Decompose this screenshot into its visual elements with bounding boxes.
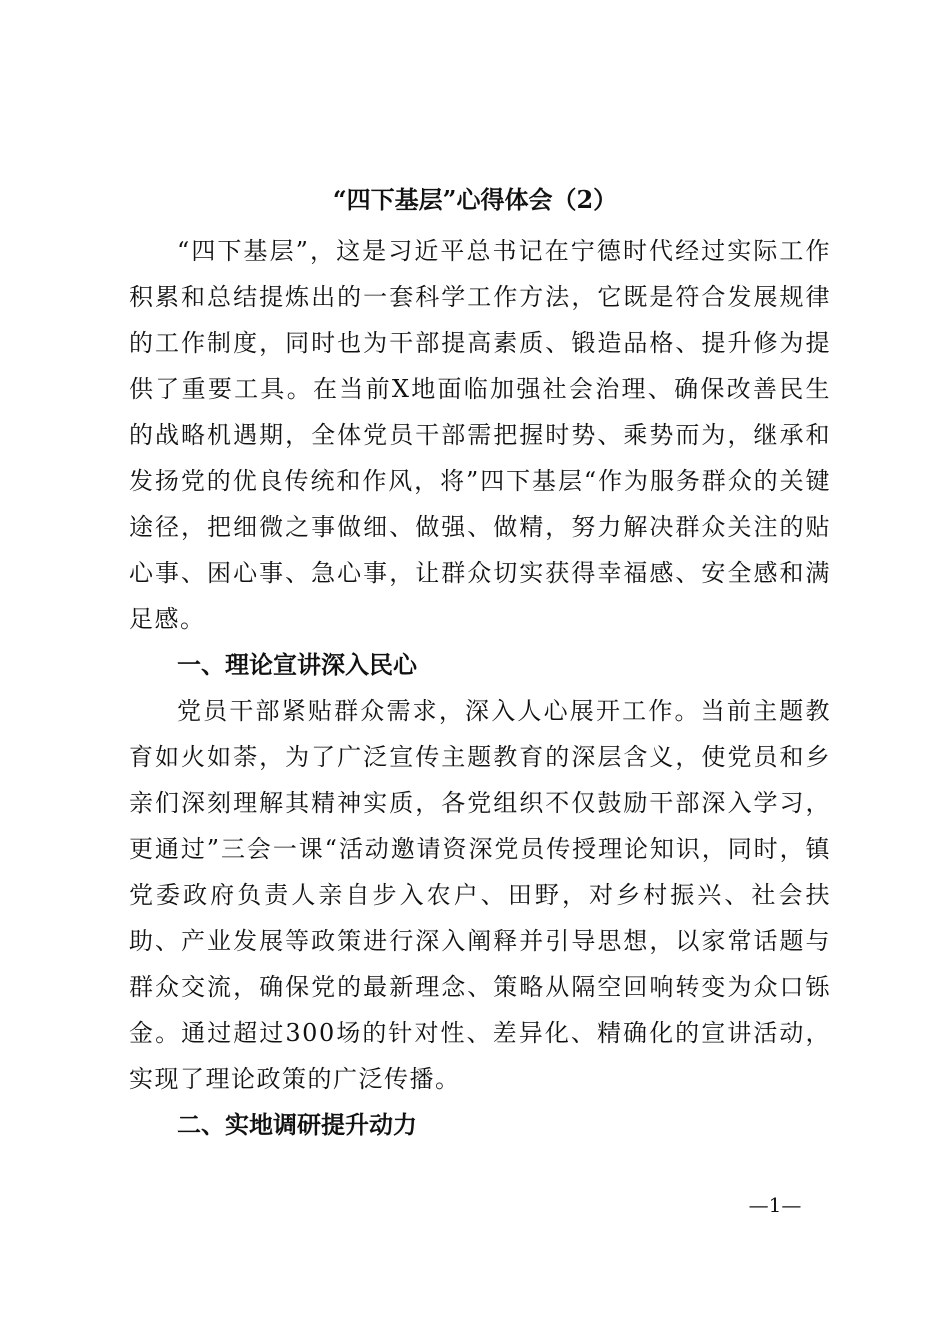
document-body (129, 228, 831, 1148)
section-1-paragraph: 党员干部紧贴群众需求，深入人心展开工作。当前主题教育如火如荼，为了广泛宣传主题教育的深层含义，使党员和乡亲们深刻理解其精神实质，各党组织不仅鼓励干部深入学习，更通过”三会一课“活动邀请资深党员传授理论知识，同时，镇党委政府负责人亲自步入农户、田野，对乡村振兴、社会扶助、产业发展等政策进行深入阐释并引导思想，以家常话题与群众交流，确保党的最新理念、策略从隔空回响转变为众口铄金。通过超过300场的针对性、差异化、精确化的宣讲活动，实现了理论政策的广泛传播。 (129, 697, 831, 1093)
document-title: “四下基层”心得体会（2） (332, 185, 618, 214)
page-number: —1— (748, 1193, 802, 1217)
section-heading-2: 二、实地调研提升动力 (177, 1111, 417, 1139)
intro-paragraph: “四下基层”，这是习近平总书记在宁德时代经过实际工作积累和总结提炼出的一套科学工作方法，它既是符合发展规律的工作制度，同时也为干部提高素质、锻造品格、提升修为提供了重要工具。在当前X地面临加强社会治理、确保改善民生的战略机遇期，全体党员干部需把握时势、乘势而为，继承和发扬党的优良传统和作风，将”四下基层“作为服务群众的关键途径，把细微之事做细、做强、做精，努力解决群众关注的贴心事、困心事、急心事，让群众切实获得幸福感、安全感和满足感。 (129, 237, 831, 633)
section-heading-1: 一、理论宣讲深入民心 (177, 651, 417, 679)
